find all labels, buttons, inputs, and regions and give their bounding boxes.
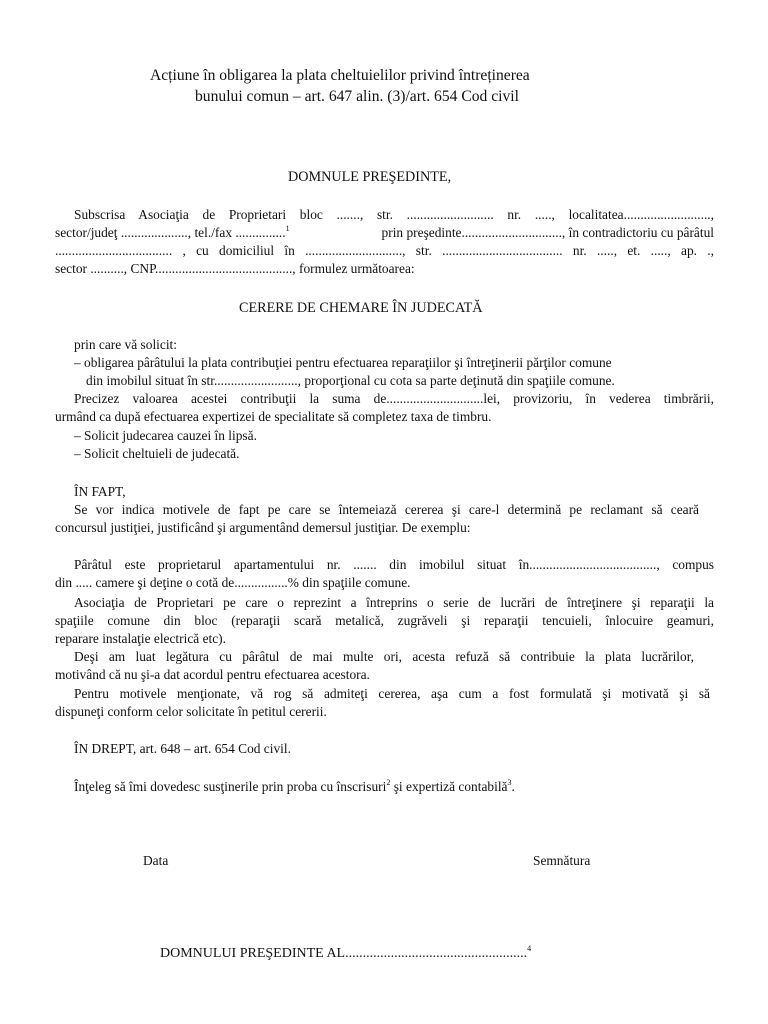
footnote-ref-1: 1 — [285, 224, 290, 233]
request-line-5: urmând ca după efectuarea expertizei de specialitate să completez taxa de timbru. — [55, 409, 492, 424]
title-line-2: bunului comun – art. 647 alin. (3)/art. 654 Cod civil — [195, 88, 519, 105]
request-line-7: – Solicit cheltuieli de judecată. — [74, 446, 240, 461]
facts-line-7: reparare instalaţie electrică etc). — [55, 631, 226, 646]
request-line-6: – Solicit judecarea cauzei în lipsă. — [74, 428, 257, 443]
facts-line-6: spaţiile comune din bloc (reparaţii scară metalică, zugrăveli şi reparaţii tencuieli, înlocuire geamuri, — [55, 613, 714, 628]
date-label: Data — [143, 853, 169, 868]
footnote-ref-4: 4 — [527, 944, 532, 953]
intro-line-3: ................................... , cu domiciliul în ............................., str. .................................... nr. ....., et. ....., ap. ., — [55, 243, 714, 258]
evidence-line: Înţeleg să îmi dovedesc susţinerile prin proba cu înscrisuri$^2$ şi expertiză contabilă$^3$. — [74, 778, 515, 794]
facts-line-1: Se vor indica motivele de fapt pe care se întemeiază cererea şi care-l determină pe reclamant să ceară — [74, 502, 699, 517]
intro-line-1: Subscrisa Asociaţia de Proprietari bloc ......., str. .......................... nr. ....., localitatea.........................., — [74, 207, 714, 222]
footnote-ref-3: 3 — [507, 778, 512, 787]
facts-line-3: Pârâtul este proprietarul apartamentului nr. ....... din imobilul situat în......................................, compus — [74, 557, 714, 572]
facts-line-11: dispuneţi conform celor solicitate în petitul cererii. — [55, 704, 327, 719]
facts-line-8: Deşi am luat legătura cu pârâtul de mai multe ori, acesta refuză să contribuie la plata lucrărilor, — [74, 649, 694, 664]
request-line-4: Precizez valoarea acestei contribuţii la suma de.............................lei, provizoriu, în vederea timbrării, — [74, 391, 714, 406]
request-heading: CERERE DE CHEMARE ÎN JUDECATĂ — [239, 300, 483, 316]
intro-line-2 — [55, 224, 714, 242]
signature-label: Semnătura — [533, 853, 591, 868]
facts-line-2: concursul justiţiei, justificând şi argumentând demersul justiţiar. De exemplu: — [55, 520, 471, 535]
request-line-1: prin care vă solicit: — [74, 337, 177, 352]
facts-line-5: Asociaţia de Proprietari pe care o reprezint a întreprins o serie de lucrări de întreţinere şi reparaţii la — [74, 595, 714, 610]
footer-line: DOMNULUI PREŞEDINTE AL....................................................$^4$ — [160, 944, 532, 961]
intro-line-4: sector .........., CNP........................................., formulez următoarea: — [55, 261, 415, 276]
intro-line-2-left: sector/judeţ ...................., tel./fax ...............$^1$ — [55, 224, 290, 240]
request-line-2: – obligarea pârâtului la plata contribuţiei pentru efectuarea reparaţiilor şi întreţinerii părţilor comune — [74, 355, 612, 370]
intro-line-2-right: prin preşedinte.............................., în contradictoriu cu pârâtul — [381, 225, 714, 240]
request-line-3: din imobilul situat în str........................., proporţional cu cota sa parte deţinută din spaţiile comune. — [86, 373, 615, 388]
footnote-ref-2: 2 — [386, 778, 391, 787]
facts-line-10: Pentru motivele menţionate, vă rog să admiteţi cererea, aşa cum a fost formulată şi motivată şi să — [74, 686, 710, 701]
facts-line-4: din ..... camere şi deţine o cotă de................% din spaţiile comune. — [55, 575, 411, 590]
salutation: DOMNULE PREŞEDINTE, — [288, 169, 452, 185]
facts-heading: ÎN FAPT, — [74, 484, 126, 499]
title-line-1: Acțiune în obligarea la plata cheltuielilor privind întreținerea — [150, 67, 530, 84]
facts-line-9: motivând că nu şi-a dat acordul pentru efectuarea acestora. — [55, 667, 370, 682]
law-line: ÎN DREPT, art. 648 – art. 654 Cod civil. — [74, 741, 291, 756]
